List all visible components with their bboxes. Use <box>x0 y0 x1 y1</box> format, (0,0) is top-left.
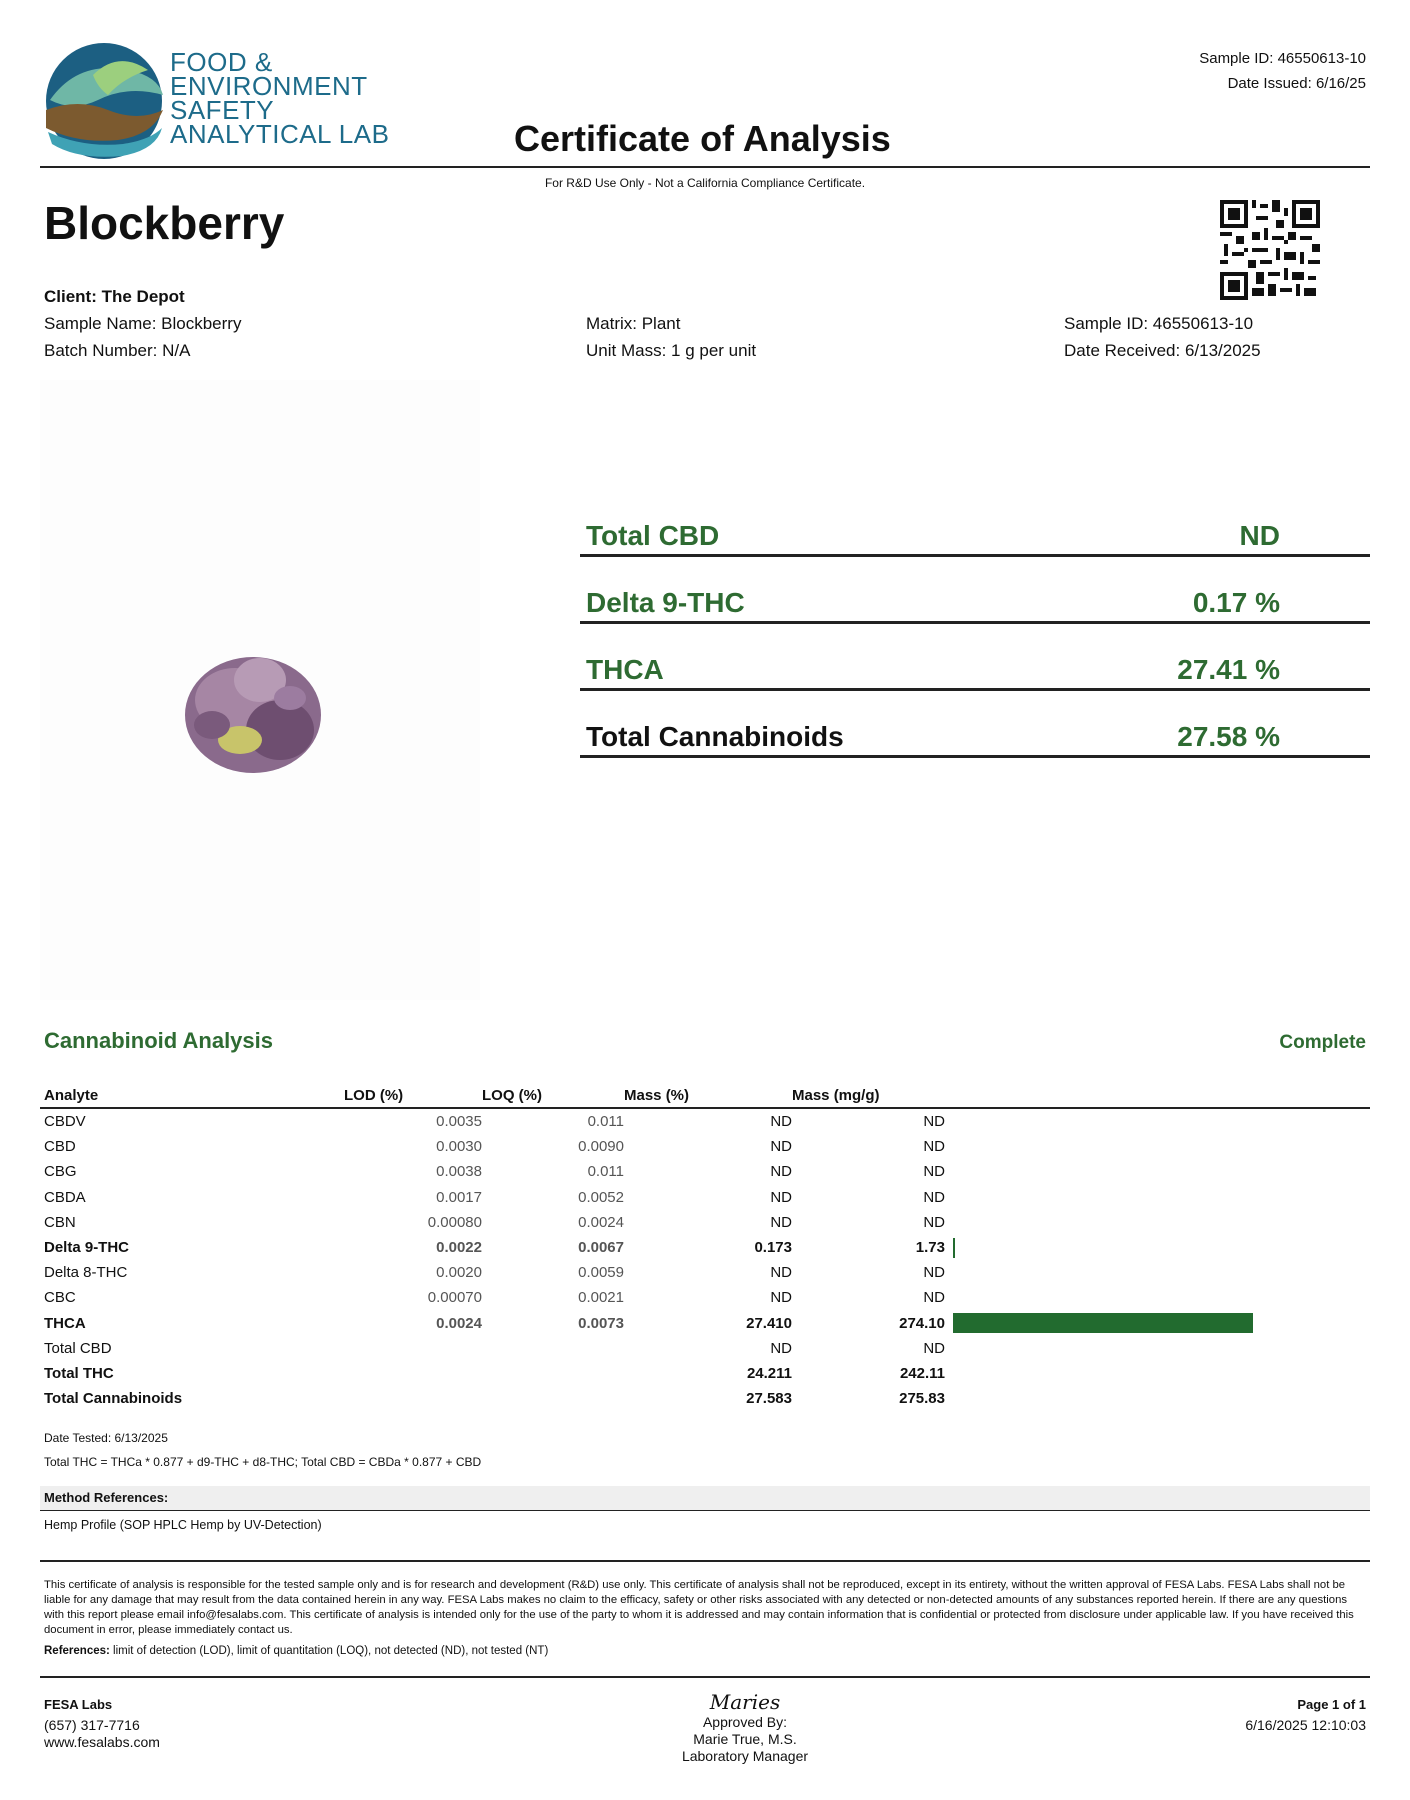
mass-mg-cell: 274.10 <box>899 1314 945 1332</box>
disclaimer-divider <box>40 1560 1370 1562</box>
loq-cell: 0.011 <box>587 1113 624 1131</box>
column-header: Mass (mg/g) <box>792 1083 945 1108</box>
page-number: Page 1 of 1 <box>1297 1697 1366 1712</box>
lod-cell: 0.00070 <box>427 1289 482 1307</box>
analyte-cell: CBDV <box>44 1113 86 1131</box>
summary-label: Delta 9-THC <box>586 587 745 618</box>
table-header <box>40 1083 1370 1108</box>
analyte-cell: Total Cannabinoids <box>44 1390 183 1408</box>
references-label: References: <box>44 1645 110 1657</box>
approved-by-label: Approved By: <box>702 1714 788 1730</box>
analyte-cell: Delta 9-THC <box>44 1239 130 1257</box>
date-tested: Date Tested: 6/13/2025 <box>44 1431 168 1445</box>
bar-cell <box>945 1361 1370 1386</box>
lab-logo-icon <box>38 40 168 162</box>
mass-percent-cell: 27.410 <box>746 1314 792 1332</box>
loq-cell <box>482 1386 624 1411</box>
bar-cell <box>945 1210 1370 1235</box>
column-header: Analyte <box>40 1083 344 1108</box>
bar-cell <box>945 1386 1370 1411</box>
analyte-cell: CBC <box>44 1289 76 1307</box>
lod-cell <box>344 1361 482 1386</box>
total-formula: Total THC = THCa * 0.877 + d9-THC + d8-THC; Total CBD = CBDa * 0.877 + CBD <box>44 1455 482 1469</box>
lab-logo <box>38 40 168 162</box>
lod-cell <box>344 1386 482 1411</box>
footer-phone: (657) 317-7716 <box>44 1717 140 1733</box>
mass-mg-cell: ND <box>923 1339 945 1357</box>
table-row <box>40 1285 1370 1310</box>
signature: Maries <box>709 1690 781 1714</box>
loq-cell: 0.0021 <box>578 1289 624 1307</box>
date-received: Date Received: 6/13/2025 <box>1064 341 1261 360</box>
mass-percent-cell: 0.173 <box>754 1239 792 1257</box>
analyte-cell: THCA <box>44 1314 86 1332</box>
mass-mg-cell: ND <box>923 1213 945 1231</box>
lod-cell: 0.0022 <box>436 1239 482 1257</box>
analyte-cell: Total THC <box>44 1364 114 1382</box>
table-row <box>40 1311 1370 1336</box>
header-meta <box>1199 46 1366 96</box>
client-name: Client: The Depot <box>44 287 185 306</box>
loq-cell: 0.011 <box>587 1163 624 1181</box>
product-photo <box>40 380 480 1000</box>
bar-cell <box>945 1336 1370 1361</box>
mass-mg-cell: 1.73 <box>915 1239 945 1257</box>
lod-cell: 0.0020 <box>436 1264 482 1282</box>
lod-cell: 0.00080 <box>427 1213 482 1231</box>
mass-mg-cell: ND <box>923 1188 945 1206</box>
table-row <box>40 1134 1370 1159</box>
mass-percent-cell: 27.583 <box>746 1390 792 1408</box>
mass-percent-cell: ND <box>770 1188 792 1206</box>
bar-cell <box>945 1285 1370 1310</box>
analysis-status: Complete <box>1279 1032 1366 1053</box>
table-row <box>40 1336 1370 1361</box>
column-header: Mass (%) <box>624 1083 792 1108</box>
column-header: LOQ (%) <box>482 1083 624 1108</box>
analyte-cell: CBG <box>44 1163 77 1181</box>
column-header-bar <box>945 1083 1370 1108</box>
table-row <box>40 1185 1370 1210</box>
mass-percent-cell: ND <box>770 1264 792 1282</box>
table-row <box>40 1386 1370 1411</box>
mass-percent-cell: ND <box>770 1113 792 1131</box>
summary-row-total-cannabinoids <box>580 691 1370 758</box>
summary-row-delta9 <box>580 557 1370 624</box>
mass-percent-cell: ND <box>770 1138 792 1156</box>
method-reference: Hemp Profile (SOP HPLC Hemp by UV-Detection) <box>44 1518 322 1532</box>
mass-mg-cell: ND <box>923 1264 945 1282</box>
sample-info-middle <box>586 310 756 364</box>
loq-cell: 0.0090 <box>578 1138 624 1156</box>
mass-mg-cell: ND <box>923 1138 945 1156</box>
table-body <box>40 1108 1370 1411</box>
mass-percent-cell: ND <box>770 1163 792 1181</box>
flower-bud-image <box>40 380 480 1000</box>
table-row <box>40 1235 1370 1260</box>
header-divider <box>40 166 1370 168</box>
lab-name-line: FOOD & <box>170 47 273 77</box>
approver-name: Marie True, M.S. <box>693 1731 797 1747</box>
mass-percent-cell: 24.211 <box>746 1364 792 1382</box>
matrix: Matrix: Plant <box>586 314 681 333</box>
table-row <box>40 1361 1370 1386</box>
loq-cell: 0.0067 <box>578 1239 624 1257</box>
analyte-cell: Total CBD <box>44 1339 112 1357</box>
sample-name: Sample Name: Blockberry <box>44 314 242 333</box>
unit-mass: Unit Mass: 1 g per unit <box>586 341 757 360</box>
table-row <box>40 1108 1370 1134</box>
bar-cell <box>945 1159 1370 1184</box>
references <box>44 1645 548 1657</box>
bar-cell <box>945 1235 1370 1260</box>
cannabinoid-table <box>40 1083 1370 1411</box>
summary-value: 27.41 % <box>1177 654 1280 685</box>
summary-row-thca <box>580 624 1370 691</box>
strain-name: Blockberry <box>44 197 285 249</box>
table-row <box>40 1159 1370 1184</box>
mass-bar <box>953 1313 1253 1333</box>
summary-value: ND <box>1239 520 1280 551</box>
mass-percent-cell: ND <box>770 1339 792 1357</box>
potency-summary <box>580 490 1370 758</box>
footer-left <box>44 1696 160 1751</box>
lod-cell: 0.0038 <box>436 1163 482 1181</box>
page-title: Certificate of Analysis <box>514 118 891 159</box>
analysis-title: Cannabinoid Analysis <box>44 1028 274 1053</box>
references-text: limit of detection (LOD), limit of quantitation (LOQ), not detected (ND), not tested (NT) <box>109 1645 549 1657</box>
method-heading-text: Method References: <box>44 1490 169 1505</box>
loq-cell: 0.0024 <box>578 1213 624 1231</box>
table-row <box>40 1260 1370 1285</box>
mass-mg-cell: 242.11 <box>899 1364 945 1382</box>
bar-cell <box>945 1134 1370 1159</box>
lod-cell: 0.0030 <box>436 1138 482 1156</box>
summary-label: Total Cannabinoids <box>586 721 844 752</box>
mass-mg-cell: ND <box>923 1163 945 1181</box>
header-date-issued: Date Issued: 6/16/25 <box>1227 75 1366 92</box>
mass-mg-cell: 275.83 <box>899 1390 945 1408</box>
column-header: LOD (%) <box>344 1083 482 1108</box>
rd-use-note: For R&D Use Only - Not a California Compliance Certificate. <box>544 176 866 190</box>
loq-cell: 0.0052 <box>578 1188 624 1206</box>
loq-cell: 0.0073 <box>578 1314 624 1332</box>
bar-cell <box>945 1260 1370 1285</box>
lab-name-line: SAFETY <box>170 95 275 125</box>
bar-cell <box>945 1311 1370 1336</box>
lab-name-line: ENVIRONMENT <box>170 71 368 101</box>
header-sample-id: Sample ID: 46550613-10 <box>1199 50 1366 67</box>
table-row <box>40 1210 1370 1235</box>
sample-info-left <box>44 283 241 364</box>
lab-name <box>170 47 390 149</box>
batch-number: Batch Number: N/A <box>44 341 191 360</box>
lod-cell <box>344 1336 482 1361</box>
footer-right <box>1245 1696 1366 1734</box>
mass-percent-cell: ND <box>770 1289 792 1307</box>
disclaimer: This certificate of analysis is responsible for the tested sample only and is for research and development (R&D) use only. This certificate of analysis shall not be reproduced, except in its entirety, without the written approval of FESA Labs. FESA Labs shall not be liable for any damage that may result from the data contained herein in any way. FESA Labs makes no claim to the efficacy, safety or other risks associated with any detected or non-detected amounts of any substances reported herein. If there are any questions with this report please email info@fesalabs.com. This certificate of analysis is intended only for the use of the party to whom it is addressed and may contain information that is confidential or protected from disclosure under applicable law. If you have received this document in error, please immediately contact us. <box>44 1579 1354 1636</box>
mass-bar <box>953 1238 955 1258</box>
summary-value: 0.17 % <box>1192 587 1280 618</box>
sample-id: Sample ID: 46550613-10 <box>1064 314 1254 333</box>
lab-name-line: ANALYTICAL LAB <box>170 119 390 149</box>
lod-cell: 0.0017 <box>436 1188 482 1206</box>
lod-cell: 0.0024 <box>436 1314 482 1332</box>
footer-divider <box>40 1676 1370 1678</box>
summary-label: Total CBD <box>586 520 720 551</box>
analyte-cell: CBD <box>44 1138 76 1156</box>
loq-cell <box>482 1361 624 1386</box>
lod-cell: 0.0035 <box>436 1113 482 1131</box>
analyte-cell: CBN <box>44 1213 76 1231</box>
method-references-heading <box>40 1486 1370 1510</box>
summary-label: THCA <box>586 654 664 685</box>
analyte-cell: Delta 8-THC <box>44 1264 128 1282</box>
footer-company: FESA Labs <box>44 1697 113 1712</box>
bar-cell <box>945 1185 1370 1210</box>
mass-mg-cell: ND <box>923 1113 945 1131</box>
summary-row-total-cbd <box>580 490 1370 557</box>
report-timestamp: 6/16/2025 12:10:03 <box>1245 1717 1366 1733</box>
summary-value: 27.58 % <box>1177 721 1280 752</box>
loq-cell <box>482 1336 624 1361</box>
bar-cell <box>945 1108 1370 1134</box>
qr-code[interactable] <box>1220 200 1320 300</box>
mass-mg-cell: ND <box>923 1289 945 1307</box>
loq-cell: 0.0059 <box>578 1264 624 1282</box>
footer-approval <box>620 1690 870 1765</box>
analyte-cell: CBDA <box>44 1188 86 1206</box>
mass-percent-cell: ND <box>770 1213 792 1231</box>
method-divider <box>40 1510 1370 1511</box>
approver-role: Laboratory Manager <box>681 1748 809 1764</box>
footer-website[interactable]: www.fesalabs.com <box>44 1734 160 1750</box>
sample-info-right <box>1064 310 1261 364</box>
